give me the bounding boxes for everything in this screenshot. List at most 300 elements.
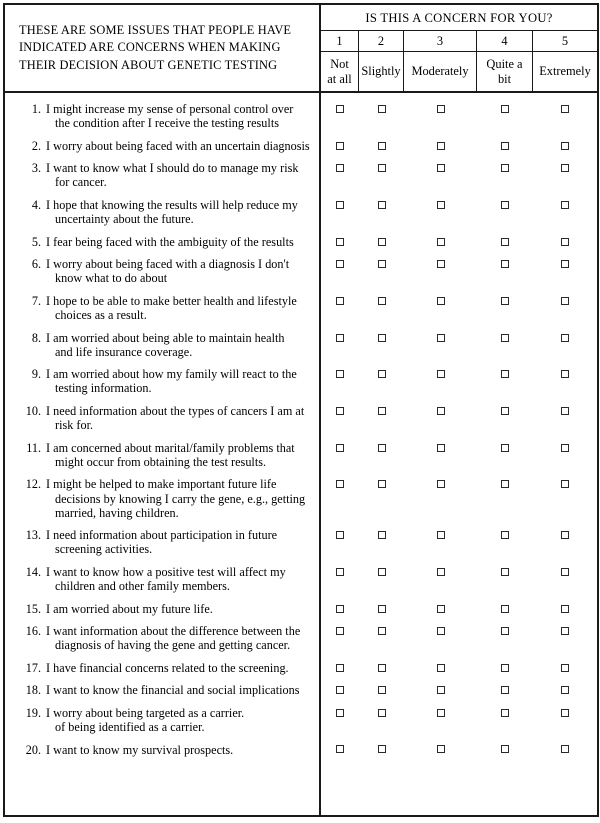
question-row: [19, 404, 313, 432]
checkbox-q9-rating-2[interactable]: [378, 370, 386, 378]
question-row: [19, 602, 313, 616]
question-text: [46, 161, 313, 189]
checkbox-row: [321, 404, 597, 418]
checkbox-q16-rating-4[interactable]: [501, 627, 509, 635]
checkbox-q11-rating-1[interactable]: [336, 444, 344, 452]
question-number: 12.: [25, 477, 41, 492]
scale-label-5: [533, 52, 597, 91]
question-text-line: I worry about being targeted as a carrier.: [46, 705, 245, 720]
question-number: 16.: [25, 624, 41, 639]
checkbox-q16-rating-5[interactable]: [561, 627, 569, 635]
checkbox-cell[interactable]: [404, 105, 477, 113]
checkbox-q20-rating-4[interactable]: [501, 745, 509, 753]
checkbox-cell[interactable]: [321, 164, 359, 172]
question-text-line: testing information.: [55, 381, 152, 396]
checkbox-cell[interactable]: [533, 709, 597, 717]
checkbox-row: [321, 661, 597, 675]
question-text-line: diagnosis of having the gene and getting cancer.: [55, 638, 291, 653]
checkbox-q13-rating-4[interactable]: [501, 531, 509, 539]
checkbox-q19-rating-4[interactable]: [501, 709, 509, 717]
checkbox-cell[interactable]: [533, 686, 597, 694]
checkbox-q4-rating-4[interactable]: [501, 201, 509, 209]
checkbox-cell[interactable]: [404, 664, 477, 672]
checkbox-row: [321, 330, 597, 344]
checkbox-cell[interactable]: [533, 627, 597, 635]
checkbox-cell[interactable]: [533, 370, 597, 378]
question-text: [46, 706, 313, 734]
checkbox-q19-rating-2[interactable]: [378, 709, 386, 717]
scale-number-2: 2: [359, 31, 404, 51]
checkbox-cell[interactable]: [359, 745, 404, 753]
checkbox-cell[interactable]: [321, 260, 359, 268]
checkbox-q3-rating-1[interactable]: [336, 164, 344, 172]
checkbox-q14-rating-1[interactable]: [336, 568, 344, 576]
checkbox-cell[interactable]: [477, 709, 533, 717]
checkbox-cell[interactable]: [404, 142, 477, 150]
checkbox-q5-rating-2[interactable]: [378, 238, 386, 246]
form-body: [5, 93, 597, 815]
checkbox-cell[interactable]: [533, 745, 597, 753]
checkbox-row: [321, 367, 597, 381]
checkbox-q18-rating-1[interactable]: [336, 686, 344, 694]
checkbox-cell[interactable]: [533, 480, 597, 488]
checkbox-q15-rating-2[interactable]: [378, 605, 386, 613]
checkbox-cell[interactable]: [321, 297, 359, 305]
checkbox-q3-rating-4[interactable]: [501, 164, 509, 172]
checkbox-cell[interactable]: [359, 105, 404, 113]
checkbox-q9-rating-5[interactable]: [561, 370, 569, 378]
checkbox-q17-rating-3[interactable]: [437, 664, 445, 672]
checkbox-q5-rating-5[interactable]: [561, 238, 569, 246]
checkbox-cell[interactable]: [533, 201, 597, 209]
checkbox-cell[interactable]: [533, 407, 597, 415]
checkbox-cell[interactable]: [404, 745, 477, 753]
question-number: 1.: [31, 102, 41, 116]
checkbox-cell[interactable]: [321, 664, 359, 672]
checkbox-q12-rating-5[interactable]: [561, 480, 569, 488]
question-number: 20.: [25, 742, 41, 757]
question-number: 14.: [25, 564, 41, 579]
checkbox-cell[interactable]: [359, 370, 404, 378]
checkbox-q15-rating-5[interactable]: [561, 605, 569, 613]
checkbox-q11-rating-2[interactable]: [378, 444, 386, 452]
checkbox-cell[interactable]: [321, 370, 359, 378]
checkbox-q17-rating-2[interactable]: [378, 664, 386, 672]
checkbox-cell[interactable]: [404, 709, 477, 717]
checkbox-cell[interactable]: [477, 407, 533, 415]
scale-label-line: Extremely: [539, 64, 591, 79]
question-text: [46, 139, 313, 153]
checkbox-cell[interactable]: [533, 142, 597, 150]
checkbox-cell[interactable]: [359, 142, 404, 150]
question-row: [19, 294, 313, 322]
checkbox-q8-rating-1[interactable]: [336, 334, 344, 342]
checkbox-cell[interactable]: [477, 370, 533, 378]
question-text-line: I hope that knowing the results will help reduce my: [46, 197, 298, 212]
checkbox-cell[interactable]: [477, 605, 533, 613]
checkbox-q11-rating-4[interactable]: [501, 444, 509, 452]
checkbox-cell[interactable]: [477, 686, 533, 694]
checkbox-cell[interactable]: [477, 105, 533, 113]
question-row: [19, 367, 313, 395]
question-text: [46, 743, 313, 757]
question-row: [19, 441, 313, 469]
checkbox-q16-rating-2[interactable]: [378, 627, 386, 635]
checkbox-q1-rating-1[interactable]: [336, 105, 344, 113]
checkbox-cell[interactable]: [359, 568, 404, 576]
question-text-line: for cancer.: [55, 175, 107, 190]
intro-statement-line: THESE ARE SOME ISSUES THAT PEOPLE HAVE: [19, 22, 292, 37]
checkbox-cell[interactable]: [321, 627, 359, 635]
checkbox-cell[interactable]: [321, 444, 359, 452]
checkbox-cell[interactable]: [359, 297, 404, 305]
checkbox-q6-rating-5[interactable]: [561, 260, 569, 268]
question-text: [46, 102, 313, 130]
checkbox-cell[interactable]: [321, 605, 359, 613]
question-text-line: uncertainty about the future.: [55, 212, 194, 227]
checkbox-q6-rating-2[interactable]: [378, 260, 386, 268]
checkbox-cell[interactable]: [359, 605, 404, 613]
checkbox-q2-rating-1[interactable]: [336, 142, 344, 150]
checkbox-cell[interactable]: [404, 260, 477, 268]
checkbox-cell[interactable]: [359, 686, 404, 694]
checkbox-cell[interactable]: [477, 201, 533, 209]
checkbox-q4-rating-1[interactable]: [336, 201, 344, 209]
checkbox-cell[interactable]: [404, 238, 477, 246]
checkbox-q14-rating-5[interactable]: [561, 568, 569, 576]
scale-label-row: [321, 52, 597, 91]
checkbox-q3-rating-5[interactable]: [561, 164, 569, 172]
question-number: 19.: [25, 705, 41, 720]
checkbox-cell[interactable]: [321, 142, 359, 150]
question-text-line: screening activities.: [55, 542, 153, 557]
checkbox-cell[interactable]: [477, 260, 533, 268]
question-number: 17.: [25, 660, 41, 675]
question-text-line: I want information about the difference between the: [46, 624, 301, 639]
checkbox-q14-rating-3[interactable]: [437, 568, 445, 576]
scale-label-1: [321, 52, 359, 91]
checkbox-row: [321, 624, 597, 638]
question-text: [46, 198, 313, 226]
checkbox-cell[interactable]: [533, 605, 597, 613]
checkbox-q8-rating-4[interactable]: [501, 334, 509, 342]
checkbox-cell[interactable]: [533, 444, 597, 452]
checkbox-q12-rating-2[interactable]: [378, 480, 386, 488]
checkbox-cell[interactable]: [359, 531, 404, 539]
checkbox-cell[interactable]: [477, 297, 533, 305]
checkbox-q10-rating-2[interactable]: [378, 407, 386, 415]
question-text-line: I am concerned about marital/family problems that: [46, 440, 295, 455]
checkbox-q17-rating-4[interactable]: [501, 664, 509, 672]
checkbox-cell[interactable]: [404, 568, 477, 576]
scale-title: IS THIS A CONCERN FOR YOU?: [321, 5, 597, 31]
checkbox-q18-rating-3[interactable]: [437, 686, 445, 694]
checkbox-cell[interactable]: [359, 480, 404, 488]
checkbox-q4-rating-2[interactable]: [378, 201, 386, 209]
checkbox-q12-rating-1[interactable]: [336, 480, 344, 488]
checkbox-cell[interactable]: [321, 686, 359, 694]
checkbox-q19-rating-3[interactable]: [437, 709, 445, 717]
checkbox-cell[interactable]: [404, 164, 477, 172]
checkbox-row: [321, 257, 597, 271]
scale-number-1: 1: [321, 31, 359, 51]
checkbox-cell[interactable]: [321, 745, 359, 753]
checkbox-q7-rating-3[interactable]: [437, 297, 445, 305]
checkbox-cell[interactable]: [321, 201, 359, 209]
checkbox-cell[interactable]: [359, 627, 404, 635]
question-text-line: I want to know my survival prospects.: [46, 742, 234, 757]
checkbox-cell[interactable]: [477, 627, 533, 635]
checkbox-cell[interactable]: [477, 568, 533, 576]
scale-label-line: Moderately: [411, 64, 469, 79]
checkbox-cell[interactable]: [359, 260, 404, 268]
question-text: [46, 367, 313, 395]
checkbox-cell[interactable]: [533, 297, 597, 305]
checkbox-q2-rating-2[interactable]: [378, 142, 386, 150]
checkbox-q13-rating-3[interactable]: [437, 531, 445, 539]
checkbox-cell[interactable]: [533, 531, 597, 539]
checkbox-cell[interactable]: [477, 745, 533, 753]
checkbox-q20-rating-1[interactable]: [336, 745, 344, 753]
question-text-line: risk for.: [55, 418, 94, 433]
checkbox-q1-rating-5[interactable]: [561, 105, 569, 113]
question-text-line: I need information about participation in future: [46, 528, 278, 543]
intro-statement-line: THEIR DECISION ABOUT GENETIC TESTING: [19, 57, 278, 72]
checkbox-cell[interactable]: [359, 709, 404, 717]
question-row: [19, 161, 313, 189]
checkbox-cell[interactable]: [404, 627, 477, 635]
question-text-line: I worry about being faced with an uncertain diagnosis: [46, 138, 310, 153]
checkbox-cell[interactable]: [321, 480, 359, 488]
checkbox-cell[interactable]: [359, 201, 404, 209]
checkbox-q11-rating-3[interactable]: [437, 444, 445, 452]
checkbox-q14-rating-2[interactable]: [378, 568, 386, 576]
checkbox-q9-rating-4[interactable]: [501, 370, 509, 378]
checkbox-q2-rating-5[interactable]: [561, 142, 569, 150]
checkbox-row: [321, 440, 597, 454]
checkbox-cell[interactable]: [404, 531, 477, 539]
question-number: 6.: [31, 257, 41, 272]
checkbox-q5-rating-1[interactable]: [336, 238, 344, 246]
checkbox-q9-rating-3[interactable]: [437, 370, 445, 378]
checkbox-q7-rating-2[interactable]: [378, 297, 386, 305]
checkbox-q8-rating-5[interactable]: [561, 334, 569, 342]
scale-label-line: at all: [327, 71, 352, 86]
checkbox-cell[interactable]: [404, 370, 477, 378]
checkbox-q18-rating-4[interactable]: [501, 686, 509, 694]
checkbox-q7-rating-4[interactable]: [501, 297, 509, 305]
checkbox-q15-rating-1[interactable]: [336, 605, 344, 613]
checkbox-q8-rating-3[interactable]: [437, 334, 445, 342]
checkbox-cell[interactable]: [533, 334, 597, 342]
question-text: [46, 565, 313, 593]
checkbox-q13-rating-5[interactable]: [561, 531, 569, 539]
checkbox-q10-rating-4[interactable]: [501, 407, 509, 415]
checkbox-cell[interactable]: [533, 260, 597, 268]
checkbox-q9-rating-1[interactable]: [336, 370, 344, 378]
checkbox-q4-rating-3[interactable]: [437, 201, 445, 209]
checkbox-cell[interactable]: [321, 238, 359, 246]
checkbox-q2-rating-4[interactable]: [501, 142, 509, 150]
question-number: 4.: [31, 197, 41, 212]
checkbox-cell[interactable]: [477, 444, 533, 452]
checkbox-cell[interactable]: [533, 664, 597, 672]
checkbox-cell[interactable]: [321, 407, 359, 415]
checkbox-cell[interactable]: [404, 201, 477, 209]
checkbox-cell[interactable]: [359, 334, 404, 342]
checkbox-q1-rating-4[interactable]: [501, 105, 509, 113]
checkbox-cell[interactable]: [321, 531, 359, 539]
checkbox-cell[interactable]: [404, 334, 477, 342]
question-text: [46, 235, 313, 249]
checkbox-cell[interactable]: [359, 444, 404, 452]
checkbox-q7-rating-5[interactable]: [561, 297, 569, 305]
question-number: 7.: [31, 293, 41, 308]
checkbox-q5-rating-4[interactable]: [501, 238, 509, 246]
questions-column: [5, 93, 321, 815]
intro-statement-line: INDICATED ARE CONCERNS WHEN MAKING: [19, 40, 281, 55]
rating-scale-header: [321, 5, 597, 91]
scale-number-3: 3: [404, 31, 477, 51]
checkbox-cell[interactable]: [533, 164, 597, 172]
checkbox-cell[interactable]: [404, 444, 477, 452]
checkbox-q12-rating-4[interactable]: [501, 480, 509, 488]
scale-label-line: Slightly: [361, 64, 401, 79]
checkbox-cell[interactable]: [359, 664, 404, 672]
checkbox-q17-rating-5[interactable]: [561, 664, 569, 672]
checkbox-row: [321, 683, 597, 697]
checkbox-cell[interactable]: [533, 238, 597, 246]
checkbox-cell[interactable]: [533, 568, 597, 576]
checkbox-cell[interactable]: [477, 238, 533, 246]
checkbox-q17-rating-1[interactable]: [336, 664, 344, 672]
checkbox-q16-rating-1[interactable]: [336, 627, 344, 635]
checkbox-q16-rating-3[interactable]: [437, 627, 445, 635]
form-header: [5, 5, 597, 93]
checkboxes-column: [321, 93, 597, 815]
checkbox-cell[interactable]: [477, 164, 533, 172]
checkbox-q20-rating-2[interactable]: [378, 745, 386, 753]
checkbox-cell[interactable]: [359, 164, 404, 172]
checkbox-q5-rating-3[interactable]: [437, 238, 445, 246]
question-text-line: might occur from obtaining the test results.: [55, 454, 267, 469]
question-row: [19, 565, 313, 593]
question-text: [46, 294, 313, 322]
checkbox-q6-rating-4[interactable]: [501, 260, 509, 268]
question-row: [19, 102, 313, 130]
question-text-line: I might increase my sense of personal control over: [46, 102, 294, 116]
question-number: 5.: [31, 234, 41, 249]
checkbox-q20-rating-5[interactable]: [561, 745, 569, 753]
checkbox-q4-rating-5[interactable]: [561, 201, 569, 209]
checkbox-q1-rating-2[interactable]: [378, 105, 386, 113]
scale-label-line: Not: [330, 56, 349, 71]
question-number: 18.: [25, 683, 41, 698]
question-text: [46, 404, 313, 432]
checkbox-cell[interactable]: [404, 297, 477, 305]
checkbox-q13-rating-2[interactable]: [378, 531, 386, 539]
checkbox-q10-rating-5[interactable]: [561, 407, 569, 415]
checkbox-q3-rating-3[interactable]: [437, 164, 445, 172]
checkbox-q13-rating-1[interactable]: [336, 531, 344, 539]
question-row: [19, 683, 313, 697]
question-text-line: I have financial concerns related to the screening.: [46, 660, 289, 675]
checkbox-q18-rating-5[interactable]: [561, 686, 569, 694]
checkbox-q14-rating-4[interactable]: [501, 568, 509, 576]
checkbox-q20-rating-3[interactable]: [437, 745, 445, 753]
question-text-line: decisions by knowing I carry the gene, e.g., getting: [55, 491, 306, 506]
question-row: [19, 235, 313, 249]
checkbox-q7-rating-1[interactable]: [336, 297, 344, 305]
question-text: [46, 602, 313, 616]
checkbox-cell[interactable]: [477, 664, 533, 672]
checkbox-cell[interactable]: [359, 238, 404, 246]
question-number: 15.: [25, 601, 41, 616]
checkbox-row: [321, 601, 597, 615]
checkbox-cell[interactable]: [477, 334, 533, 342]
checkbox-cell[interactable]: [321, 709, 359, 717]
checkbox-cell[interactable]: [404, 686, 477, 694]
question-text-line: I am worried about how my family will react to the: [46, 367, 297, 382]
checkbox-q2-rating-3[interactable]: [437, 142, 445, 150]
question-text: [46, 683, 313, 697]
question-number: 3.: [31, 161, 41, 176]
checkbox-q15-rating-4[interactable]: [501, 605, 509, 613]
question-text-line: choices as a result.: [55, 308, 147, 323]
checkbox-q6-rating-3[interactable]: [437, 260, 445, 268]
checkbox-cell[interactable]: [321, 334, 359, 342]
checkbox-q3-rating-2[interactable]: [378, 164, 386, 172]
question-text-line: I hope to be able to make better health and lifestyle: [46, 293, 297, 308]
checkbox-cell[interactable]: [404, 605, 477, 613]
checkbox-q19-rating-5[interactable]: [561, 709, 569, 717]
checkbox-q10-rating-3[interactable]: [437, 407, 445, 415]
checkbox-row: [321, 102, 597, 116]
checkbox-cell[interactable]: [477, 480, 533, 488]
question-row: [19, 624, 313, 652]
checkbox-cell[interactable]: [321, 105, 359, 113]
questionnaire-form: [3, 3, 599, 817]
checkbox-q12-rating-3[interactable]: [437, 480, 445, 488]
checkbox-row: [321, 198, 597, 212]
checkbox-cell[interactable]: [533, 105, 597, 113]
question-text-line: married, having children.: [55, 505, 179, 520]
question-row: [19, 743, 313, 757]
checkbox-cell[interactable]: [404, 480, 477, 488]
question-text-line: the condition after I receive the testing results: [55, 116, 279, 131]
checkbox-cell[interactable]: [477, 531, 533, 539]
scale-number-5: 5: [561, 33, 569, 48]
question-text-line: I want to know what I should do to manage my risk: [46, 161, 299, 176]
checkbox-cell[interactable]: [404, 407, 477, 415]
question-number: 8.: [31, 330, 41, 345]
checkbox-q10-rating-1[interactable]: [336, 407, 344, 415]
checkbox-q1-rating-3[interactable]: [437, 105, 445, 113]
question-text: [46, 257, 313, 285]
checkbox-q6-rating-1[interactable]: [336, 260, 344, 268]
checkbox-q19-rating-1[interactable]: [336, 709, 344, 717]
checkbox-q8-rating-2[interactable]: [378, 334, 386, 342]
checkbox-row: [321, 235, 597, 249]
question-row: [19, 706, 313, 734]
checkbox-q11-rating-5[interactable]: [561, 444, 569, 452]
checkbox-q18-rating-2[interactable]: [378, 686, 386, 694]
checkbox-q15-rating-3[interactable]: [437, 605, 445, 613]
checkbox-cell[interactable]: [359, 407, 404, 415]
checkbox-cell[interactable]: [321, 568, 359, 576]
checkbox-cell[interactable]: [477, 142, 533, 150]
question-text-line: children and other family members.: [55, 579, 230, 594]
